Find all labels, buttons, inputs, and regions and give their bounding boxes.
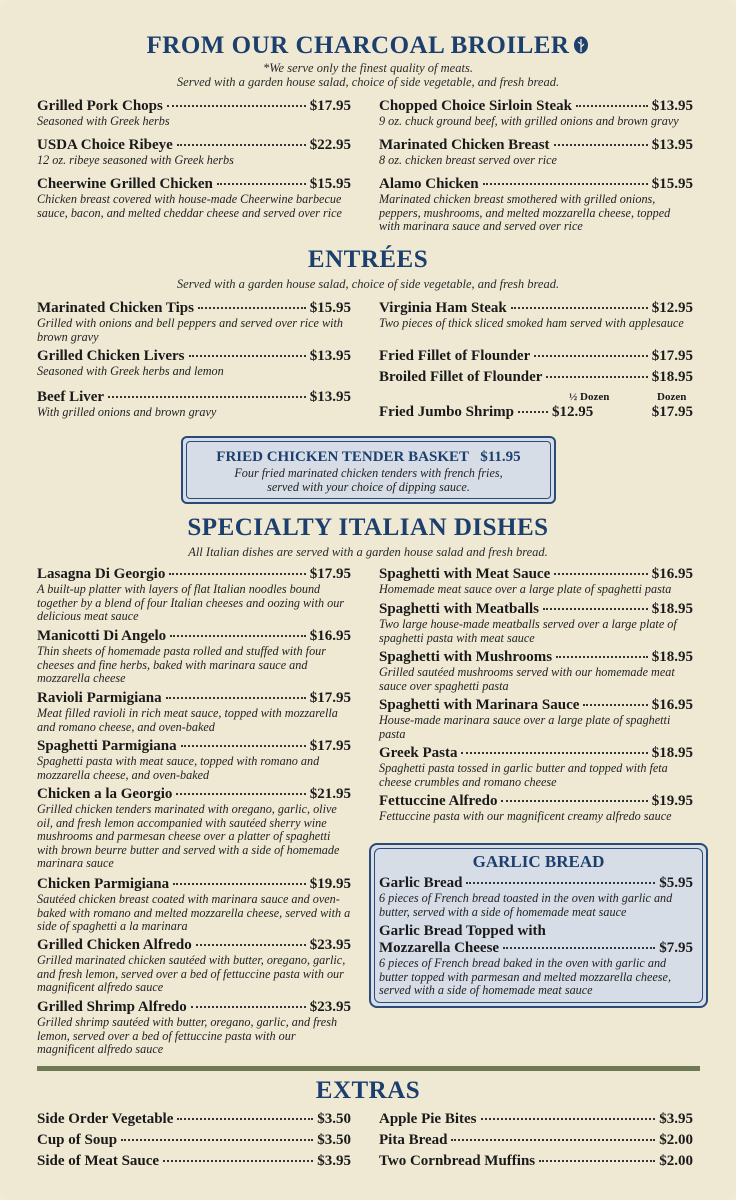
item-price: $2.00 xyxy=(659,1132,693,1148)
item-price: $19.95 xyxy=(309,876,351,892)
menu-item xyxy=(37,738,351,782)
half-dozen-price: $12.95 xyxy=(552,404,594,420)
item-name: Grilled Chicken Alfredo xyxy=(37,937,192,953)
entrees-title: ENTRÉES xyxy=(307,246,429,273)
item-price: $17.95 xyxy=(651,348,693,364)
item-desc: Marinated chicken breast smothered with grilled onions, peppers, mushrooms, and melted mozzarella cheese, topped with marinara sauce and served over rice xyxy=(379,192,671,233)
menu-item xyxy=(379,745,693,789)
item-desc: Two pieces of thick sliced smoked ham served with applesauce xyxy=(379,316,684,330)
item-desc: Fettuccine pasta with our magnificent creamy alfredo sauce xyxy=(379,809,672,823)
menu-item xyxy=(379,1153,693,1170)
entrees-note: Served with a garden house salad, choice of side vegetable, and fresh bread. xyxy=(176,277,560,291)
garlic-bread-box xyxy=(369,843,708,1008)
item-name: Garlic Bread xyxy=(379,875,463,891)
item-name: Side of Meat Sauce xyxy=(37,1153,160,1169)
item-name: Marinated Chicken Breast xyxy=(379,137,550,153)
item-price: $15.95 xyxy=(651,176,693,192)
item-desc: 6 pieces of French bread toasted in the oven with garlic and butter, served with a side of homemade meat sauce xyxy=(379,891,673,919)
item-name: Grilled Shrimp Alfredo xyxy=(37,999,187,1015)
leaf-icon xyxy=(573,36,589,54)
menu-item xyxy=(379,793,693,824)
item-name: Fried Fillet of Flounder xyxy=(379,348,531,364)
tender-desc-1: Four fried marinated chicken tenders with french fries, xyxy=(234,466,503,480)
item-price: $3.50 xyxy=(317,1111,351,1127)
item-name: USDA Choice Ribeye xyxy=(37,137,173,153)
item-price: $12.95 xyxy=(651,300,693,316)
item-name: Cheerwine Grilled Chicken xyxy=(37,176,213,192)
item-desc: Thin sheets of homemade pasta rolled and stuffed with four cheeses and fine herbs, baked with marinara sauce and mozzarella cheese xyxy=(37,644,326,685)
menu-item xyxy=(37,389,351,420)
item-price: $3.50 xyxy=(317,1132,351,1148)
item-desc: Grilled shrimp sautéed with butter, oregano, garlic, and fresh lemon, served over a bed of fettuccine pasta with our magnificent alfredo sauce xyxy=(37,1015,338,1056)
item-desc: Meat filled ravioli in rich meat sauce, topped with mozzarella and romano cheese, and oven-baked xyxy=(37,706,338,734)
item-name: Grilled Chicken Livers xyxy=(37,348,185,364)
extras-title: EXTRAS xyxy=(315,1077,421,1104)
item-name: Two Cornbread Muffins xyxy=(379,1153,536,1169)
menu-item xyxy=(37,690,351,734)
dozen-price: $17.95 xyxy=(651,404,693,420)
item-price: $13.95 xyxy=(309,348,351,364)
item-desc: Chicken breast covered with house-made Cheerwine barbecue sauce, bacon, and melted cheddar cheese and served over rice xyxy=(37,192,342,220)
item-price: $7.95 xyxy=(659,940,693,956)
item-desc: 8 oz. chicken breast served over rice xyxy=(379,153,557,167)
item-name: Virginia Ham Steak xyxy=(379,300,507,316)
broiler-heading xyxy=(0,32,736,60)
item-price: $15.95 xyxy=(309,176,351,192)
menu-item xyxy=(37,98,351,129)
menu-item xyxy=(37,628,351,686)
item-name: Chopped Choice Sirloin Steak xyxy=(379,98,572,114)
item-desc: A built-up platter with layers of flat Italian noodles bound together by a blend of four Italian cheeses and oozing with our delicious meat sauce xyxy=(37,582,345,623)
item-name: Fried Jumbo Shrimp xyxy=(379,404,515,420)
menu-item xyxy=(379,649,693,693)
item-price: $3.95 xyxy=(659,1111,693,1127)
item-name: Broiled Fillet of Flounder xyxy=(379,369,543,385)
tender-desc-2: served with your choice of dipping sauce. xyxy=(267,480,470,494)
item-name: Marinated Chicken Tips xyxy=(37,300,194,316)
item-price: $17.95 xyxy=(309,738,351,754)
tender-price: $11.95 xyxy=(480,449,521,465)
item-name: Side Order Vegetable xyxy=(37,1111,174,1127)
item-price: $13.95 xyxy=(651,137,693,153)
item-desc: Seasoned with Greek herbs and lemon xyxy=(37,364,224,378)
menu-item xyxy=(379,348,693,365)
item-name: Apple Pie Bites xyxy=(379,1111,477,1127)
item-price: $22.95 xyxy=(309,137,351,153)
tender-basket-box xyxy=(181,436,556,504)
item-price: $23.95 xyxy=(309,999,351,1015)
item-price: $23.95 xyxy=(309,937,351,953)
item-price: $17.95 xyxy=(309,566,351,582)
item-price: $13.95 xyxy=(309,389,351,405)
menu-item xyxy=(37,1153,351,1170)
menu-item xyxy=(37,786,351,871)
menu-item xyxy=(379,369,693,386)
menu-item xyxy=(37,1132,351,1149)
item-name: Beef Liver xyxy=(37,389,105,405)
dozen-label: Dozen xyxy=(657,391,687,403)
menu-item xyxy=(37,176,351,220)
menu-item xyxy=(379,1111,693,1128)
menu-item xyxy=(37,876,351,934)
menu-item xyxy=(37,937,351,995)
item-price: $13.95 xyxy=(651,98,693,114)
item-desc: 12 oz. ribeye seasoned with Greek herbs xyxy=(37,153,234,167)
item-name: Manicotti Di Angelo xyxy=(37,628,167,644)
item-price: $17.95 xyxy=(309,98,351,114)
broiler-note-2: Served with a garden house salad, choice of side vegetable, and fresh bread. xyxy=(176,75,560,89)
item-name: Spaghetti with Marinara Sauce xyxy=(379,697,580,713)
menu-item xyxy=(379,601,693,645)
item-name: Greek Pasta xyxy=(379,745,458,761)
menu-item xyxy=(37,137,351,168)
item-name: Spaghetti with Meat Sauce xyxy=(379,566,551,582)
shrimp-item xyxy=(379,391,693,421)
menu-item xyxy=(37,566,351,624)
item-price: $18.95 xyxy=(651,601,693,617)
item-price: $15.95 xyxy=(309,300,351,316)
item-desc: House-made marinara sauce over a large plate of spaghetti pasta xyxy=(379,713,671,741)
menu-item xyxy=(37,1111,351,1128)
menu-item xyxy=(379,875,693,919)
item-name: Spaghetti Parmigiana xyxy=(37,738,177,754)
menu-item xyxy=(379,300,693,331)
item-price: $3.95 xyxy=(317,1153,351,1169)
menu-item xyxy=(379,98,693,129)
item-desc: Two large house-made meatballs served over a large plate of spaghetti pasta with meat sauce xyxy=(379,617,677,645)
item-name: Alamo Chicken xyxy=(379,176,479,192)
item-name: Pita Bread xyxy=(379,1132,448,1148)
menu-item xyxy=(379,566,693,597)
menu-item xyxy=(379,137,693,168)
item-name: Fettuccine Alfredo xyxy=(379,793,498,809)
menu-item xyxy=(37,348,351,379)
item-price: $2.00 xyxy=(659,1153,693,1169)
item-price: $18.95 xyxy=(651,649,693,665)
broiler-title: FROM OUR CHARCOAL BROILER xyxy=(146,32,570,59)
item-desc: With grilled onions and brown gravy xyxy=(37,405,217,419)
item-price: $18.95 xyxy=(651,745,693,761)
item-name: Spaghetti with Mushrooms xyxy=(379,649,553,665)
item-name: Grilled Pork Chops xyxy=(37,98,163,114)
menu-item xyxy=(379,1132,693,1149)
item-name: Cup of Soup xyxy=(37,1132,118,1148)
item-price: $5.95 xyxy=(659,875,693,891)
menu-item xyxy=(379,697,693,741)
item-desc: Grilled with onions and bell peppers and served over rice with brown gravy xyxy=(37,316,344,344)
italian-title: SPECIALTY ITALIAN DISHES xyxy=(187,514,549,541)
menu-item xyxy=(379,176,693,234)
item-name: Spaghetti with Meatballs xyxy=(379,601,540,617)
item-name: Chicken Parmigiana xyxy=(37,876,170,892)
section-divider xyxy=(37,1066,700,1071)
item-desc: Grilled sautéed mushrooms served with our homemade meat sauce over spaghetti pasta xyxy=(379,665,675,693)
item-name: Ravioli Parmigiana xyxy=(37,690,162,706)
item-desc: 9 oz. chuck ground beef, with grilled onions and brown gravy xyxy=(379,114,679,128)
item-desc: Seasoned with Greek herbs xyxy=(37,114,170,128)
item-name: Lasagna Di Georgio xyxy=(37,566,166,582)
item-name-line1: Garlic Bread Topped with xyxy=(379,923,546,939)
garlic-title: GARLIC BREAD xyxy=(472,852,605,871)
item-price: $19.95 xyxy=(651,793,693,809)
item-price: $16.95 xyxy=(651,697,693,713)
item-desc: 6 pieces of French bread baked in the oven with garlic and butter topped with parmesan and melted mozzarella cheese, served with a side of homemade meat sauce xyxy=(379,956,672,997)
item-desc: Spaghetti pasta tossed in garlic butter and topped with feta cheese crumbles and romano cheese xyxy=(379,761,668,789)
broiler-note-1: *We serve only the finest quality of meats. xyxy=(263,61,473,75)
italian-note: All Italian dishes are served with a garden house salad and fresh bread. xyxy=(188,545,548,559)
item-price: $21.95 xyxy=(309,786,351,802)
item-desc: Grilled chicken tenders marinated with oregano, garlic, olive oil, and fresh lemon accompanied with sautéed sherry wine mushrooms and parmesan cheese over a platter of spaghetti with brown beurre butter and served with a side of homemade marinara sauce xyxy=(37,802,340,870)
tender-name: FRIED CHICKEN TENDER BASKET xyxy=(216,449,469,465)
menu-item xyxy=(37,300,351,344)
item-desc: Sautéed chicken breast coated with marinara sauce and oven-baked with romano and melted mozzarella cheese, served with a side of spaghetti a la marinara xyxy=(37,892,351,933)
menu-item xyxy=(379,923,693,998)
menu-item xyxy=(37,999,351,1057)
item-name: Mozzarella Cheese xyxy=(379,940,500,956)
item-price: $17.95 xyxy=(309,690,351,706)
item-desc: Homemade meat sauce over a large plate of spaghetti pasta xyxy=(379,582,672,596)
item-price: $18.95 xyxy=(651,369,693,385)
item-desc: Spaghetti pasta with meat sauce, topped with romano and mozzarella cheese, and oven-baked xyxy=(37,754,320,782)
item-price: $16.95 xyxy=(309,628,351,644)
item-name: Chicken a la Georgio xyxy=(37,786,173,802)
item-desc: Grilled marinated chicken sautéed with butter, oregano, garlic, and fresh lemon, served over a bed of fettuccine pasta with our magnificent alfredo sauce xyxy=(37,953,346,994)
item-price: $16.95 xyxy=(651,566,693,582)
half-dozen-label: ½ Dozen xyxy=(569,391,610,403)
